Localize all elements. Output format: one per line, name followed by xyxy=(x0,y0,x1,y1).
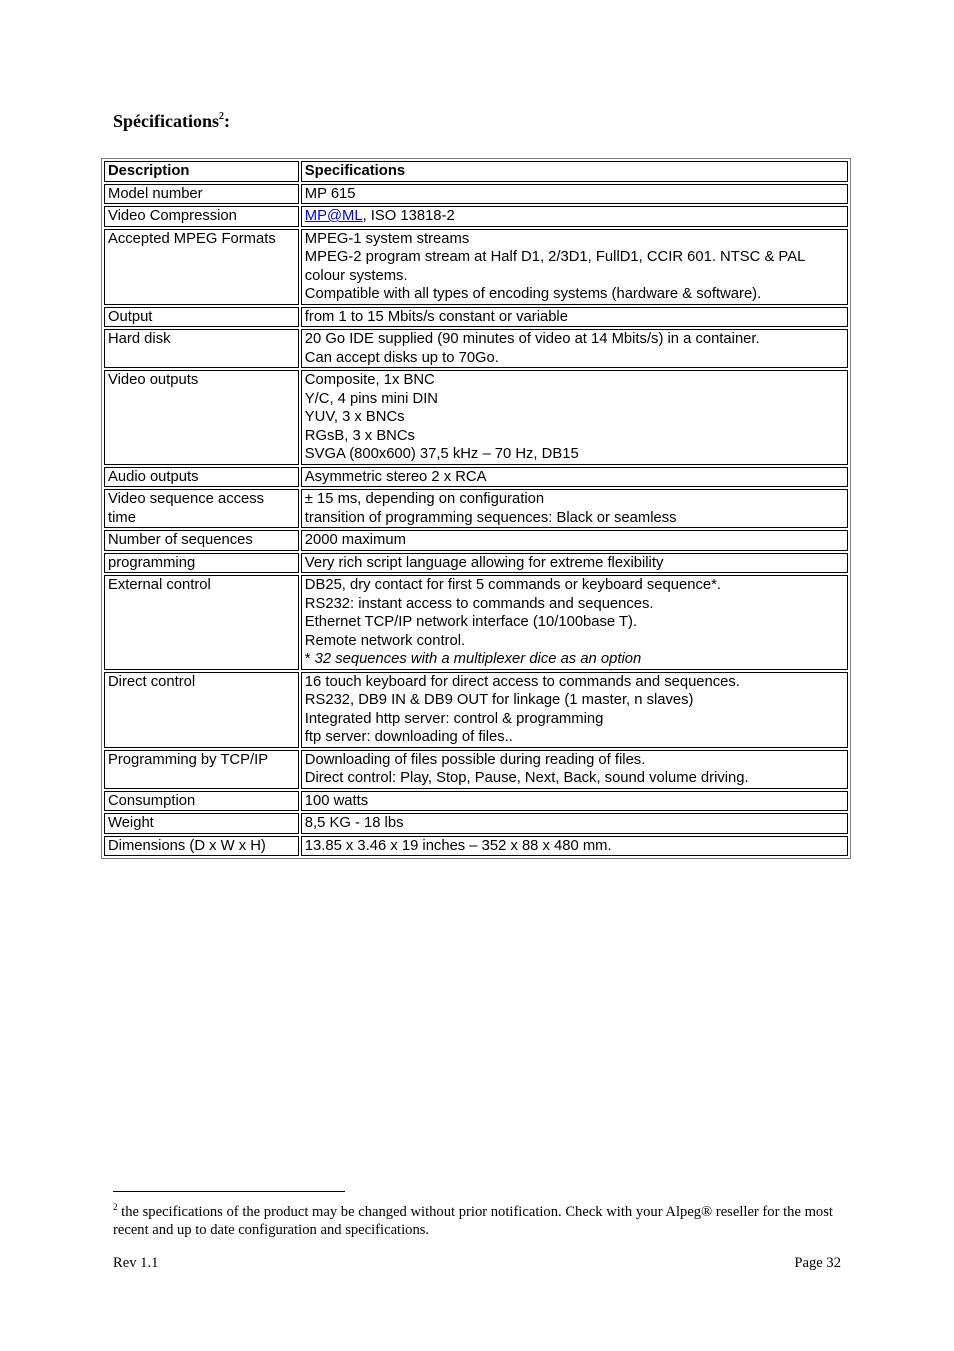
table-row xyxy=(104,184,848,205)
value-line: Remote network control. xyxy=(304,632,466,649)
table-header-row xyxy=(104,161,848,182)
table-row xyxy=(104,307,848,328)
value-line: DB25, dry contact for first 5 commands or keyboard sequence*. xyxy=(304,577,721,593)
table-row xyxy=(104,672,848,748)
value-line: SVGA (800x600) 37,5 kHz – 70 Hz, DB15 xyxy=(304,446,579,462)
value-line: RGsB, 3 x BNCs xyxy=(304,427,415,444)
note-star: * xyxy=(304,651,315,667)
row-label: Weight xyxy=(104,813,299,834)
value-note xyxy=(305,650,844,669)
value-line: 16 touch keyboard for direct access to commands and sequences. xyxy=(304,673,740,690)
heading-colon: : xyxy=(224,111,230,131)
row-value xyxy=(301,489,848,528)
value-line: Compatible with all types of encoding systems (hardware & software). xyxy=(304,286,762,302)
row-value xyxy=(301,530,848,551)
table-row xyxy=(104,329,848,368)
row-value xyxy=(301,750,848,789)
row-value xyxy=(301,813,848,834)
footnote-separator xyxy=(113,1191,345,1192)
row-value xyxy=(301,370,848,465)
value-line: RS232, DB9 IN & DB9 OUT for linkage (1 master, n slaves) xyxy=(304,692,694,708)
footnote xyxy=(113,1198,838,1239)
value-line: Asymmetric stereo 2 x RCA xyxy=(304,468,487,485)
table-row xyxy=(104,575,848,670)
table-row xyxy=(104,229,848,305)
table-row xyxy=(104,813,848,834)
table-row xyxy=(104,370,848,465)
value-line: Integrated http server: control & programming xyxy=(304,710,604,727)
row-label: Video sequence access time xyxy=(104,489,299,528)
revision-label: Rev 1.1 xyxy=(113,1255,159,1271)
row-label: Video Compression xyxy=(104,206,299,227)
row-value xyxy=(301,329,848,368)
value-line: YUV, 3 x BNCs xyxy=(304,409,405,425)
table-row xyxy=(104,489,848,528)
header-specifications: Specifications xyxy=(301,161,848,182)
row-label: Video outputs xyxy=(104,370,299,465)
value-line: Downloading of files possible during reading of files. xyxy=(304,751,646,768)
row-label: Hard disk xyxy=(104,329,299,368)
table-row xyxy=(104,836,848,857)
row-value xyxy=(301,184,848,205)
row-value xyxy=(301,229,848,305)
footnote-reference[interactable]: 2 xyxy=(219,111,224,122)
value-line: 2000 maximum xyxy=(304,532,406,548)
row-value xyxy=(301,791,848,812)
heading-title: Spécifications xyxy=(113,111,219,131)
row-value xyxy=(301,836,848,857)
footnote-marker: 2 xyxy=(113,1202,118,1212)
footnote-text: the specifications of the product may be changed without prior notification. Check with your Alpeg® reseller for the most recent and up to date configuration and specifications. xyxy=(113,1203,833,1238)
value-line: 13.85 x 3.46 x 19 inches – 352 x 88 x 480 mm. xyxy=(304,837,612,854)
value-line: 100 watts xyxy=(304,792,369,809)
row-label: Dimensions (D x W x H) xyxy=(104,836,299,857)
value-line: Can accept disks up to 70Go. xyxy=(304,349,499,366)
header-description: Description xyxy=(104,161,299,182)
value-line: RS232: instant access to commands and sequences. xyxy=(304,595,654,612)
value-line: , ISO 13818-2 xyxy=(362,208,455,224)
row-value xyxy=(301,206,848,227)
table-row xyxy=(104,553,848,574)
page-heading xyxy=(113,111,230,132)
note-text: 32 sequences with a multiplexer dice as an option xyxy=(314,651,642,667)
table-row xyxy=(104,791,848,812)
value-line: Composite, 1x BNC xyxy=(304,372,435,388)
table-row xyxy=(104,206,848,227)
table-row xyxy=(104,467,848,488)
row-label: Audio outputs xyxy=(104,467,299,488)
row-label: Accepted MPEG Formats xyxy=(104,229,299,305)
value-line: ± 15 ms, depending on configuration xyxy=(304,491,545,507)
value-line: MP 615 xyxy=(304,185,356,202)
value-line: Direct control: Play, Stop, Pause, Next, Back, sound volume driving. xyxy=(304,770,749,786)
value-line: Y/C, 4 pins mini DIN xyxy=(304,390,438,407)
row-value xyxy=(301,553,848,574)
value-line: Very rich script language allowing for extreme flexibility xyxy=(304,554,664,571)
value-line: from 1 to 15 Mbits/s constant or variable xyxy=(304,308,568,325)
value-line: 20 Go IDE supplied (90 minutes of video at 14 Mbits/s) in a container. xyxy=(304,331,760,347)
row-label: Direct control xyxy=(104,672,299,748)
value-line: ftp server: downloading of files.. xyxy=(304,729,513,745)
specifications-table xyxy=(101,158,851,859)
row-value xyxy=(301,575,848,670)
value-line: Ethernet TCP/IP network interface (10/100base T). xyxy=(304,614,638,630)
table-row xyxy=(104,530,848,551)
row-label: Number of sequences xyxy=(104,530,299,551)
value-line: MPEG-2 program stream at Half D1, 2/3D1, FullD1, CCIR 601. NTSC & PAL colour systems. xyxy=(304,249,805,284)
row-value xyxy=(301,467,848,488)
value-line: MPEG-1 system streams xyxy=(304,230,470,247)
value-line: transition of programming sequences: Black or seamless xyxy=(304,509,677,526)
row-label: Programming by TCP/IP xyxy=(104,750,299,789)
row-value xyxy=(301,672,848,748)
row-value xyxy=(301,307,848,328)
mp-ml-link[interactable]: MP@ML xyxy=(304,208,363,224)
page-number: Page 32 xyxy=(794,1255,841,1271)
row-label: Consumption xyxy=(104,791,299,812)
row-label: External control xyxy=(104,575,299,670)
value-line: 8,5 KG - 18 lbs xyxy=(304,815,404,831)
row-label: programming xyxy=(104,553,299,574)
row-label: Output xyxy=(104,307,299,328)
table-row xyxy=(104,750,848,789)
row-label: Model number xyxy=(104,184,299,205)
